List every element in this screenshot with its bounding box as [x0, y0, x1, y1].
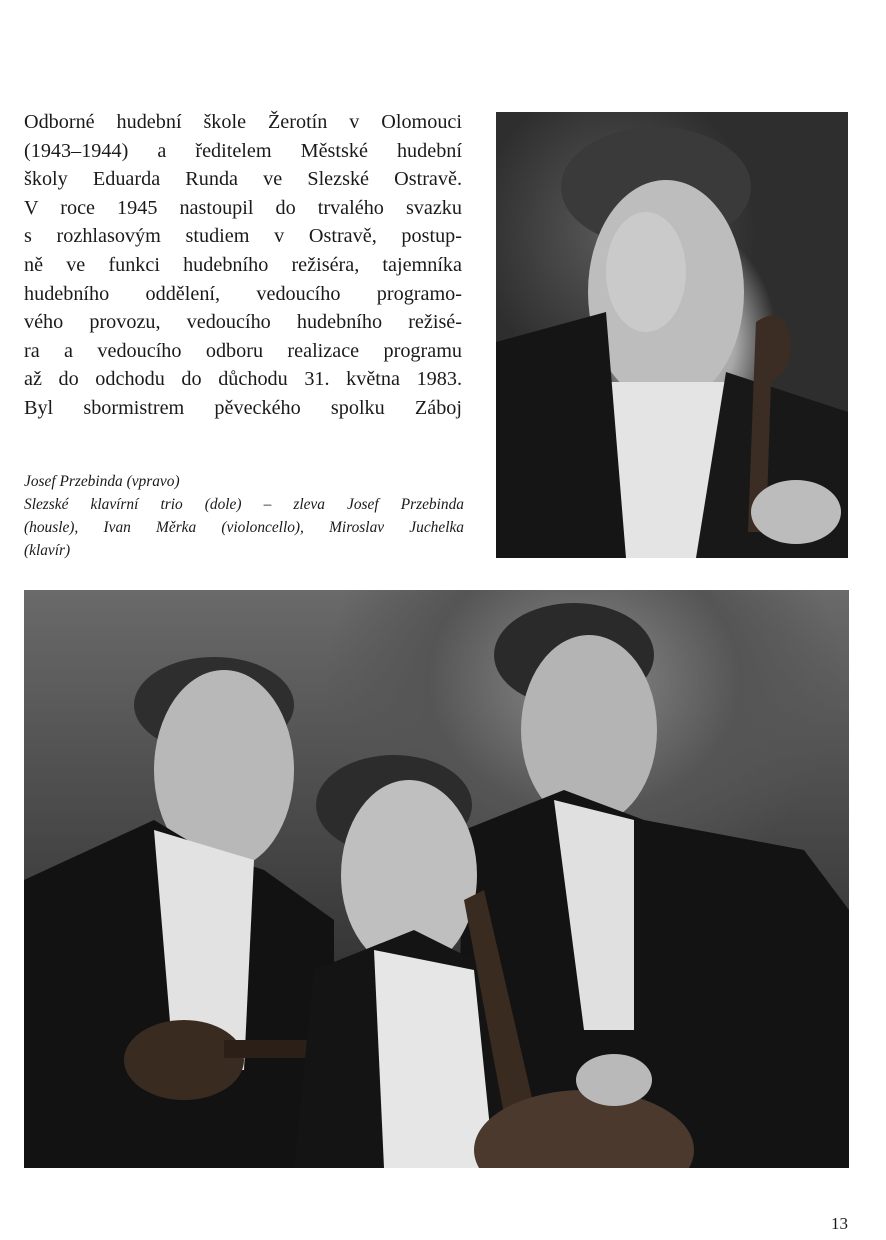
body-line: vého provozu, vedoucího hudebního režisé- — [24, 311, 462, 334]
body-line: školy Eduarda Runda ve Slezské Ostravě. — [24, 168, 462, 191]
body-line: ra a vedoucího odboru realizace programu — [24, 339, 462, 362]
body-line: (1943–1944) a ředitelem Městské hudební — [24, 139, 462, 162]
body-line: ně ve funkci hudebního režiséra, tajemníka — [24, 253, 462, 276]
caption-line: (klavír) — [24, 542, 71, 559]
body-line: V roce 1945 nastoupil do trvalého svazku — [24, 196, 462, 219]
body-line: s rozhlasovým studiem v Ostravě, postup- — [24, 225, 462, 248]
trio-photo-figure — [24, 590, 849, 1168]
body-line: Odborné hudební škole Žerotín v Olomouci — [24, 111, 462, 133]
body-line: až do odchodu do důchodu 31. května 1983. — [24, 368, 462, 391]
portrait-photo — [496, 112, 848, 558]
caption-line: Josef Przebinda (vpravo) — [24, 473, 180, 490]
caption-line: Slezské klavírní trio (dole) – zleva Josef Przebinda — [24, 496, 464, 513]
page-number: 13 — [831, 1214, 848, 1233]
portrait-photo-figure — [496, 112, 848, 558]
caption-line: (housle), Ivan Měrka (violoncello), Miroslav Juchelka — [24, 519, 464, 536]
trio-photo — [24, 590, 849, 1168]
photo-caption — [24, 470, 464, 562]
body-line: Byl sbormistrem pěveckého spolku Záboj — [24, 396, 462, 419]
body-text — [24, 108, 462, 423]
body-line: hudebního oddělení, vedoucího programo- — [24, 282, 462, 305]
